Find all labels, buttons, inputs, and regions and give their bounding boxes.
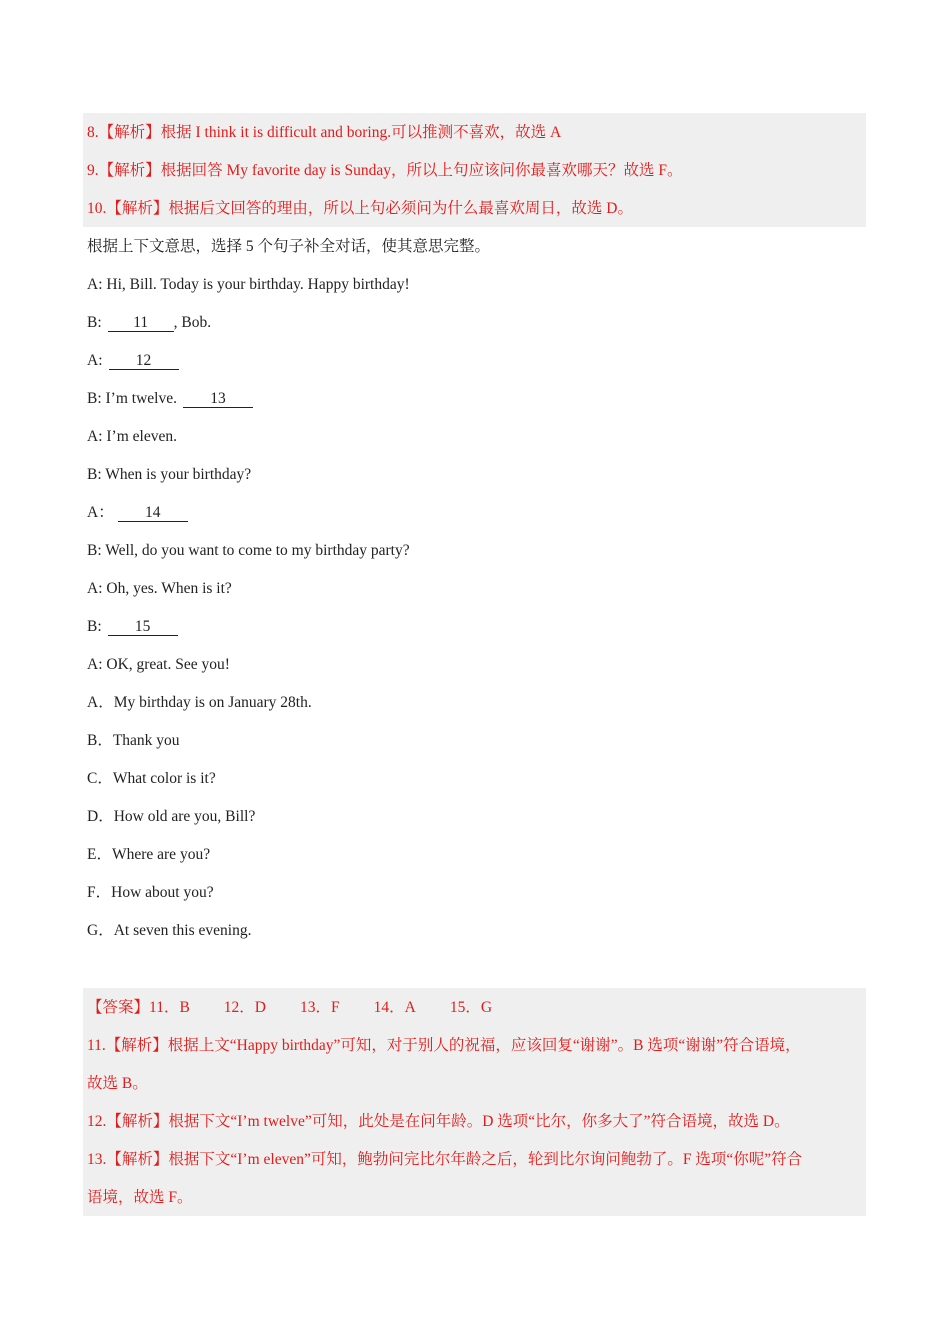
option-e: E．Where are you? xyxy=(87,846,211,863)
dialogue-line: A: Oh, yes. When is it? xyxy=(87,580,232,597)
speaker: B: xyxy=(87,314,102,331)
blank-15: 15 xyxy=(108,619,178,636)
dialogue-line: A: OK, great. See you! xyxy=(87,656,230,673)
dialogue-line: A: I’m eleven. xyxy=(87,428,177,445)
answer-item: 12．D xyxy=(223,999,266,1016)
answer-item: 13．F xyxy=(299,999,340,1016)
blank-14: 14 xyxy=(118,505,188,522)
dialogue-text: , Bob. xyxy=(173,314,212,331)
blank-11: 11 xyxy=(108,315,174,332)
option-g: G．At seven this evening. xyxy=(87,922,252,939)
option-f: F．How about you? xyxy=(87,884,214,901)
dialogue-line: B: When is your birthday? xyxy=(87,466,252,483)
explanation-13-cont: 语境，故选 F。 xyxy=(87,1189,193,1206)
answer-explanation-box xyxy=(83,988,866,1216)
dialogue-line xyxy=(87,503,188,523)
speaker: A： xyxy=(87,504,114,521)
instruction: 根据上下文意思，选择 5 个句子补全对话，使其意思完整。 xyxy=(87,238,491,255)
dialogue-text: B: I’m twelve. xyxy=(87,390,177,407)
explanation-11: 11.【解析】根据上文“Happy birthday”可知，对于别人的祝福，应该回复“谢谢”。B 选项“谢谢”符合语境， xyxy=(87,1037,801,1054)
explanation-10: 10.【解析】根据后文回答的理由，所以上句必须问为什么最喜欢周日，故选 D。 xyxy=(87,200,633,217)
explanation-11-cont: 故选 B。 xyxy=(87,1075,148,1092)
dialogue-line xyxy=(87,313,211,333)
option-c: C．What color is it? xyxy=(87,770,216,787)
answer-label: 【答案】 xyxy=(87,999,150,1016)
speaker: A: xyxy=(87,352,103,369)
speaker: B: xyxy=(87,618,102,635)
answer-item: 15．G xyxy=(449,999,493,1016)
answer-item: 11．B xyxy=(149,999,190,1016)
dialogue-line: B: Well, do you want to come to my birthday party? xyxy=(87,542,410,559)
explanation-9: 9.【解析】根据回答 My favorite day is Sunday，所以上句应该问你最喜欢哪天？故选 F。 xyxy=(87,162,683,179)
option-d: D．How old are you, Bill? xyxy=(87,808,256,825)
option-b: B．Thank you xyxy=(87,732,180,749)
dialogue-line xyxy=(87,389,253,409)
blank-13: 13 xyxy=(183,391,253,408)
option-a: A．My birthday is on January 28th. xyxy=(87,694,312,711)
dialogue-line xyxy=(87,617,178,637)
dialogue-line: A: Hi, Bill. Today is your birthday. Happy birthday! xyxy=(87,276,410,293)
answer-item: 14．A xyxy=(373,999,416,1016)
answer-line xyxy=(87,998,492,1018)
blank-12: 12 xyxy=(109,353,179,370)
explanation-8: 8.【解析】根据 I think it is difficult and boring.可以推测不喜欢，故选 A xyxy=(87,124,562,141)
explanation-13: 13.【解析】根据下文“I’m eleven”可知，鲍勃问完比尔年龄之后，轮到比尔询问鲍勃了。F 选项“你呢”符合 xyxy=(87,1151,803,1168)
dialogue-line xyxy=(87,351,179,371)
explanation-12: 12.【解析】根据下文“I’m twelve”可知，此处是在问年龄。D 选项“比尔，你多大了”符合语境，故选 D。 xyxy=(87,1113,790,1130)
